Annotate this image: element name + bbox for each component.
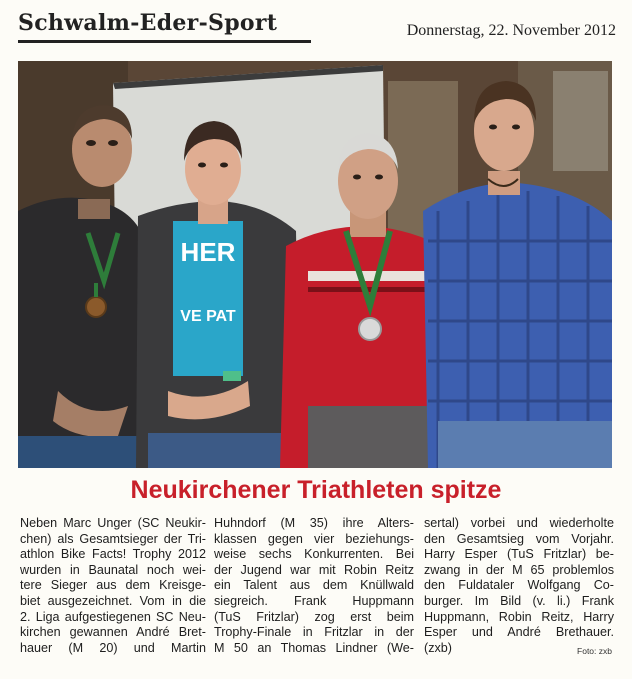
header-rule [18,40,311,43]
section-title: Schwalm-Eder-Sport [18,10,278,36]
text-line: biet ausgezeichnet. Vom in die [20,593,206,608]
text-line: den Gesamtsieg vom Vorjahr. [424,531,614,546]
text-line: Neben Marc Unger (SC Neukir- [20,516,206,530]
text-line: weise sechs Konkurrenten. Bei [214,547,414,562]
text-line: klassen gegen vier beziehungs- [214,531,414,546]
text-line: sertal) vorbei und wiederholte [424,516,614,530]
article-column-3 [424,516,614,656]
text-line: siegreich. Frank Huppmann [214,593,414,608]
text-line: M 50 an Thomas Lindner (We- [214,640,414,655]
text-line: chen) als Gesamtsieger der Tri- [20,531,206,546]
article-column-2 [214,516,414,656]
text-line: Huppmann, Robin Reitz, Harry [424,609,614,624]
text-line: 2. Liga aufgestiegenen SC Neu- [20,609,206,624]
text-line: Esper und André Brethauer. [424,625,614,640]
text-line: der Jugend war mit Robin Reitz [214,562,414,577]
text-line: kirchen gewannen André Bret- [20,625,206,640]
text-line: wurden in Baunatal noch wei- [20,562,206,577]
text-line: Harry Esper (TuS Fritzlar) be- [424,547,614,562]
shirt-print-line1: HER [180,237,236,267]
text-line: tere Sieger aus dem Kreisge- [20,578,206,593]
text-line: den Fuldataler Wolfgang Co- [424,578,614,593]
text-line: burger. Im Bild (v. li.) Frank [424,593,614,608]
shirt-print-line2: VE PAT [180,308,236,325]
article-headline: Neukirchener Triathleten spitze [130,476,502,504]
text-line: (zxb) [424,640,452,655]
issue-date: Donnerstag, 22. November 2012 [406,22,616,39]
text-line: hauer (M 20) und Martin [20,640,206,655]
text-line: athlon Bike Facts! Trophy 2012 [20,547,206,562]
article-photo [18,61,612,468]
text-line: Trophy-Finale in Fritzlar in der [214,625,414,640]
text-line: Huhndorf (M 35) ihre Alters- [214,516,414,530]
text-line: zwang in der M 65 problemlos [424,562,614,577]
text-line: (TuS Fritzlar) zog erst beim [214,609,414,624]
photo-credit: Foto: zxb [577,646,612,656]
article-column-1 [20,516,206,656]
text-line: ein Talent aus dem Knüllwald [214,578,414,593]
